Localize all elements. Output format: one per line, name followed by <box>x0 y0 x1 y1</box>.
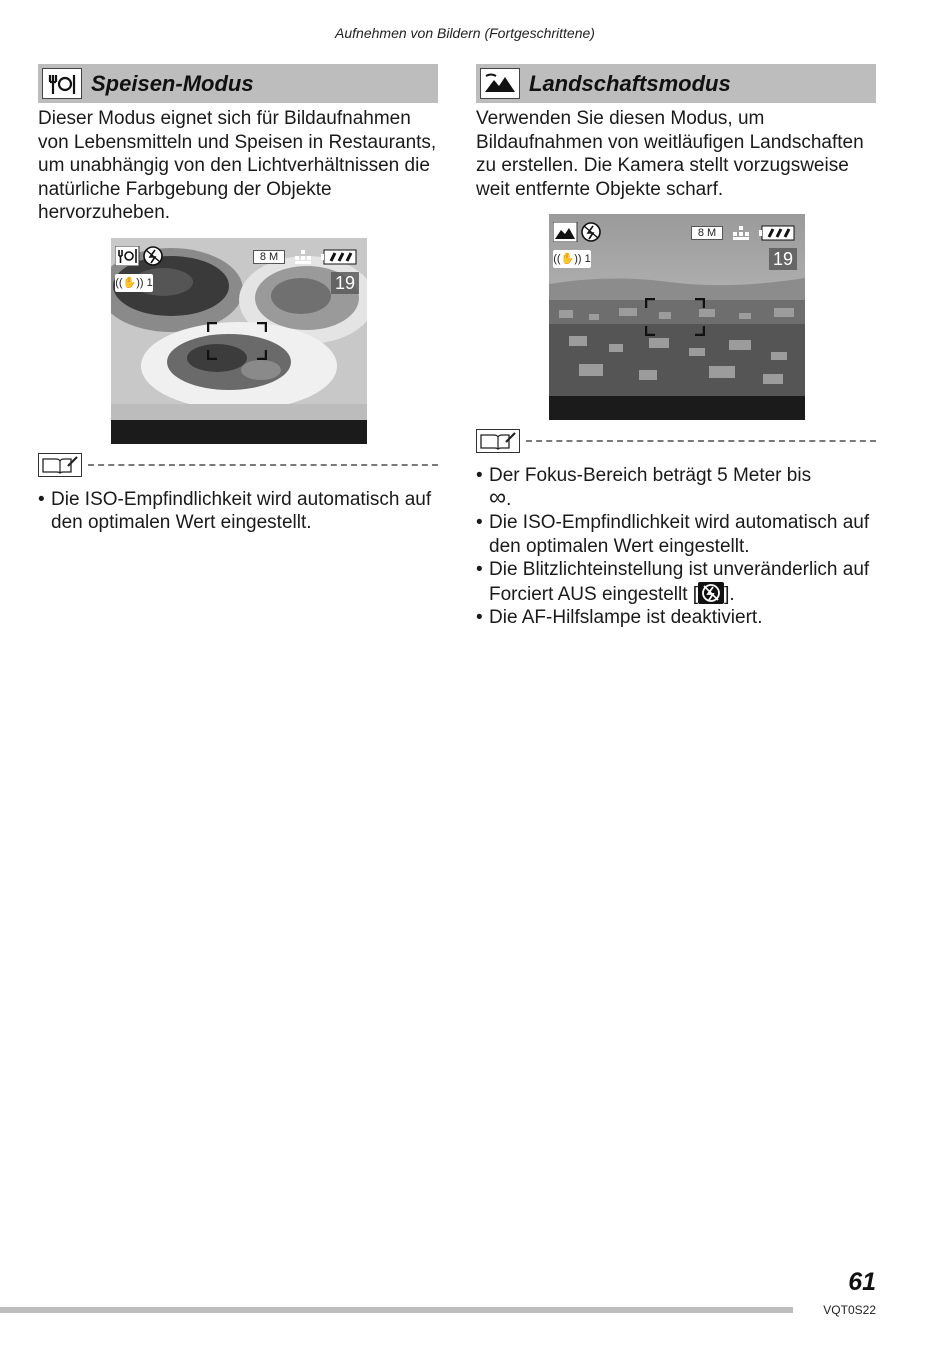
sentence-end: . <box>506 488 512 510</box>
quality-icon <box>731 224 751 242</box>
document-code: VQT0S22 <box>823 1303 876 1317</box>
section-header <box>476 64 876 103</box>
section-header <box>38 64 438 103</box>
remaining-shots: 19 <box>331 272 359 294</box>
note-list <box>38 488 438 535</box>
list-item <box>476 464 876 511</box>
footer-bar <box>0 1307 793 1313</box>
running-head: Aufnehmen von Bildern (Fortgeschrittene) <box>335 25 595 41</box>
camera-lcd-preview <box>549 214 805 420</box>
osd-mode-icons <box>553 222 607 242</box>
food-mode-icon <box>42 68 82 99</box>
remaining-shots: 19 <box>769 248 797 270</box>
osd-mode-icons <box>115 246 169 266</box>
af-frame <box>207 322 267 360</box>
resolution-indicator: 8 M <box>253 250 285 264</box>
note-book-icon <box>476 429 520 453</box>
resolution-indicator: 8 M <box>691 226 723 240</box>
battery-icon <box>759 225 795 241</box>
note-book-icon <box>38 453 82 477</box>
list-item: • Die ISO-Empfindlichkeit wird automatisch auf den optimalen Wert eingestellt. <box>38 488 438 535</box>
section-title: Landschaftsmodus <box>529 70 731 96</box>
dashed-rule <box>526 440 876 442</box>
quality-icon <box>293 248 313 266</box>
note-divider <box>476 428 876 454</box>
flash-off-icon <box>698 582 724 604</box>
flash-setting-text: Die Blitzlichteinstellung ist unveränderlich auf Forciert AUS eingestellt [ <box>489 559 870 605</box>
intro-text: Verwenden Sie diesen Modus, um Bildaufnahmen von weitläufigen Landschaften zu erstellen. Die Kamera stellt vorzugsweise weit entfernte Objekte scharf. <box>476 108 864 200</box>
infinity-symbol: ∞ <box>489 483 507 511</box>
list-item: • Die AF-Hilfslampe ist deaktiviert. <box>476 606 876 630</box>
stabilizer-indicator: ((✋)) 1 <box>115 274 153 292</box>
camera-lcd-preview <box>111 238 367 444</box>
battery-icon <box>321 249 357 265</box>
list-item <box>476 558 876 606</box>
scenery-mode-icon <box>480 68 520 99</box>
bracket-end: ]. <box>724 583 735 605</box>
note-divider <box>38 452 438 478</box>
page-number: 61 <box>848 1268 876 1296</box>
intro-text: Dieser Modus eignet sich für Bildaufnahmen von Lebensmitteln und Speisen in Restaurants, um unabhängig von den Lichtverhältnissen die natürliche Farbgebung der Objekte hervorzuheben. <box>38 108 437 223</box>
focus-range-text: Der Fokus-Bereich beträgt 5 Meter bis <box>489 465 812 486</box>
stabilizer-indicator: ((✋)) 1 <box>553 250 591 268</box>
note-list <box>476 464 876 630</box>
list-item: • Die ISO-Empfindlichkeit wird automatisch auf den optimalen Wert eingestellt. <box>476 511 876 558</box>
dashed-rule <box>88 464 438 466</box>
section-title: Speisen-Modus <box>91 70 254 96</box>
food-mode-section <box>38 64 438 535</box>
scenery-mode-section <box>476 64 876 630</box>
af-frame <box>645 298 705 336</box>
